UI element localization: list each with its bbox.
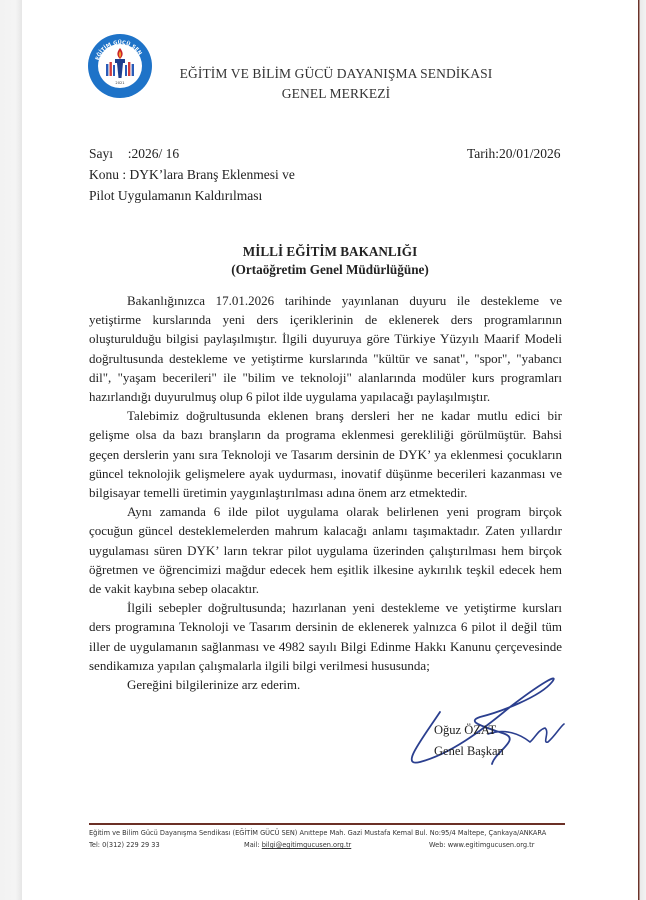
body-paragraph: İlgili sebepler doğrultusunda; hazırlanan yeni destekleme ve yetiştirme kursları ders programına Teknoloji ve Tasarım dersinin de eklenerek yalnızca 6 pilot il değil tüm iller de uygulamanın sağlanması ve 4982 sayılı Bilgi Edinme Hakkı Kanunu çerçevesinde sendikamıza yapılan çalışmalarla ilgili bilgi verilmesi hususunda; [89,600,562,673]
mail-label: Mail: [244,841,260,849]
page-left-edge [0,0,22,900]
mail-link[interactable]: bilgi@egitimgucusen.org.tr [261,841,352,849]
recipient-block [200,243,460,279]
number-value: :2026/ 16 [127,146,180,161]
body-paragraph: Bakanlığınızca 17.01.2026 tarihinde yayınlanan duyuru ile destekleme ve yetiştirme kurslarında yeni ders içeriklerinin de eklenerek ders programlarının oluşturulduğu bilgisi paylaşılmıştır. İlgili duyuruya göre Türkiye Yüzyılı Maarif Modeli doğrultusunda destekleme ve yetiştirme kurslarında "kültür ve sanat", "spor", "yabancı dil", "yaşam becerileri" ile "bilim ve teknoloji" alanlarında modüler kurs programları hazırlandığı duyurulmuş olup 6 pilot ilde uygulama yapılacağı paylaşılmıştır. [89,293,562,405]
footer-divider [89,823,565,825]
recipient-line2: (Ortaöğretim Genel Müdürlüğüne) [231,262,429,277]
footer-mail [244,839,351,851]
body-paragraph: Aynı zamanda 6 ilde pilot uygulama olarak belirlenen yeni program birçok çocuğun güncel desteklemelerden mahrum kalacağı anlamı taşımaktadır. Zaten yıllardır uygulaması süren DYK’ ların tekrar pilot uygulama üzerinden çalıştırılması hem birçok öğretmen ve öğrencimizi mağdur edecek hem eşitlik ilkesine aykırılık teşkil edecek hem de vakit kaybına sebep olacaktır. [89,504,562,597]
subject-line1: DYK’lara Branş Eklenmesi ve [129,167,295,182]
document-date: Tarih:20/01/2026 [467,146,561,161]
signatory [434,720,504,762]
logo-ring-text-top: EĞİTİM GÜCÜ SEN [94,39,143,62]
footer [89,827,569,851]
letter-body [89,291,562,694]
logo-year: 2021 [115,81,125,85]
subject [89,164,295,185]
letter-meta [89,143,295,206]
subject-label: Konu : [89,167,127,182]
org-name-line2: GENEL MERKEZİ [281,86,391,101]
subject-line2: Pilot Uygulamanın Kaldırılması [89,188,263,203]
union-logo-icon [86,32,154,100]
signatory-title: Genel Başkan [434,744,504,758]
document-number [89,143,295,164]
page-right-edge [638,0,646,900]
body-paragraph: Talebimiz doğrultusunda eklenen branş dersleri her ne kadar mutlu edici bir gelişme olsa da bazı branşların da programa eklenmesi gerekliliği görülmüştür. Bahsi geçen derslerin yanı sıra Teknoloji ve Tasarım dersinin de DYK’ ya eklenmesi çocukların güncel teknolojik gelişmelere ayak uydurması, inovatif düşünme becerileri kazanması ve bilgisayar temelli üretimin yaygınlaştırılması adına önem arz etmektedir. [89,408,562,501]
footer-phone: Tel: 0(312) 229 29 33 [89,841,160,849]
footer-web: Web: www.egitimgucusen.org.tr [429,841,535,849]
organization-name [176,64,496,104]
org-name-line1: EĞİTİM VE BİLİM GÜCÜ DAYANIŞMA SENDİKASI [179,66,493,81]
recipient-line1: MİLLİ EĞİTİM BAKANLIĞI [242,244,418,259]
signatory-name: Oğuz ÖZAT [434,723,497,737]
closing-line: Gereğini bilgilerinize arz ederim. [127,677,301,693]
footer-address: Eğitim ve Bilim Gücü Dayanışma Sendikası (EĞİTİM GÜCÜ SEN) Anıttepe Mah. Gazi Mustafa Kemal Bul. No:95/4 Maltepe, Çankaya/ANKARA [89,829,547,837]
number-label: Sayı [89,146,114,161]
